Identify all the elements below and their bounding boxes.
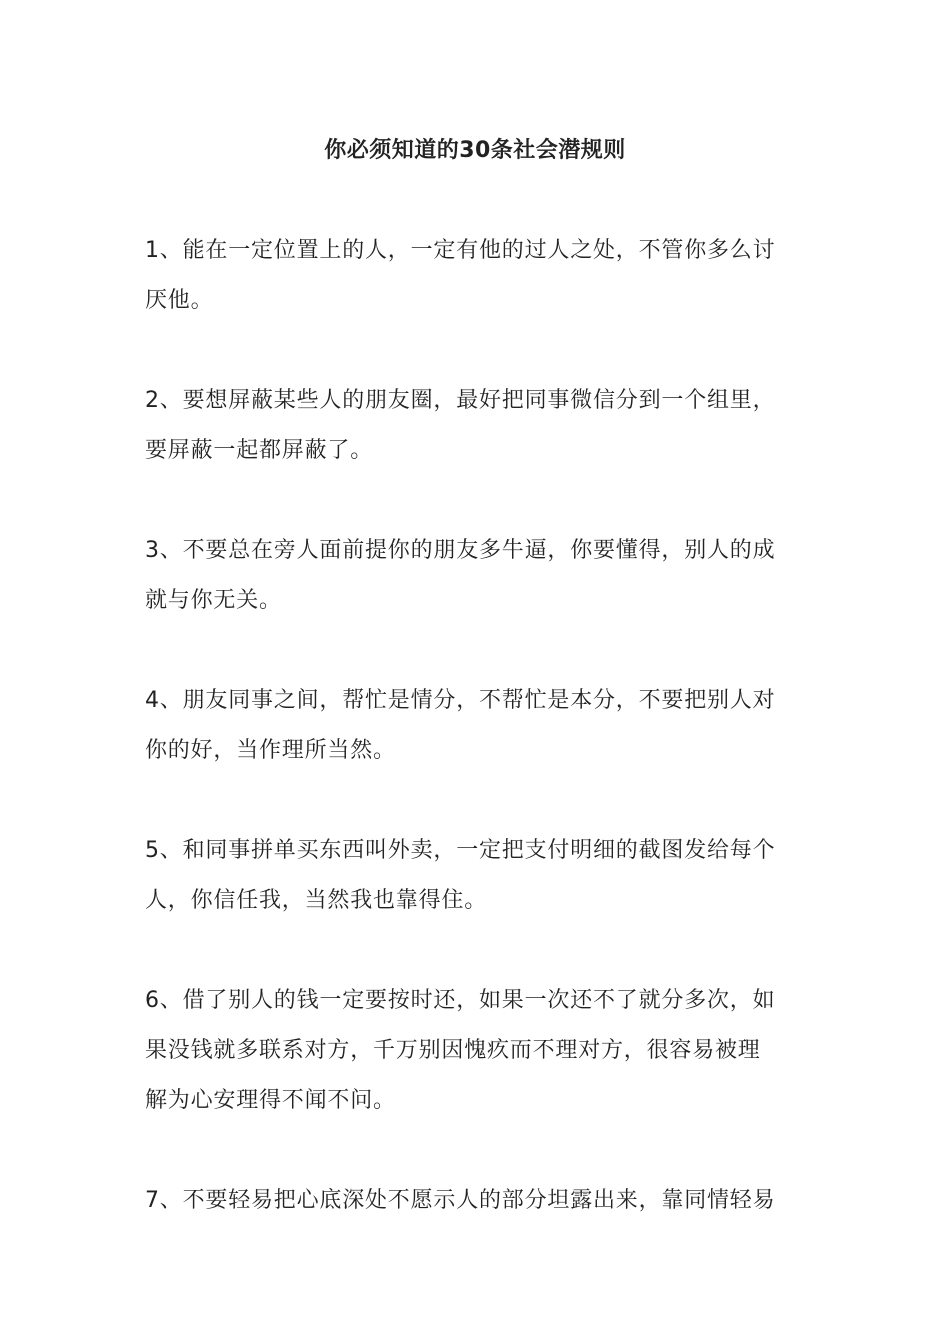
rule-5-line-1: 5、和同事拼单买东西叫外卖，一定把支付明细的截图发给每个 [145,838,776,863]
rule-item-5 [145,826,807,926]
rule-item-7 [145,1176,807,1226]
rule-6-line-3: 解为心安理得不闻不问。 [145,1088,396,1113]
rule-4-line-2: 你的好，当作理所当然。 [145,738,396,763]
rule-6-line-1: 6、借了别人的钱一定要按时还，如果一次还不了就分多次，如 [145,988,776,1013]
rule-item-3 [145,526,807,626]
document-title: 你必须知道的30条社会潜规则 [324,138,626,163]
rule-list [145,226,807,1276]
rule-6-line-2: 果没钱就多联系对方，千万别因愧疚而不理对方，很容易被理 [145,1038,761,1063]
rule-1-line-2: 厌他。 [145,288,214,313]
rule-3-line-1: 3、不要总在旁人面前提你的朋友多牛逼，你要懂得，别人的成 [145,538,776,563]
rule-2-line-2: 要屏蔽一起都屏蔽了。 [145,438,374,463]
rule-7-line-1: 7、不要轻易把心底深处不愿示人的部分坦露出来，靠同情轻易 [145,1188,776,1213]
rule-5-line-2: 人，你信任我，当然我也靠得住。 [145,888,488,913]
rule-1-line-1: 1、能在一定位置上的人，一定有他的过人之处，不管你多么讨 [145,238,776,263]
rule-item-4 [145,676,807,776]
rule-3-line-2: 就与你无关。 [145,588,282,613]
rule-item-1 [145,226,807,326]
rule-item-2 [145,376,807,476]
rule-2-line-1: 2、要想屏蔽某些人的朋友圈，最好把同事微信分到一个组里， [145,388,776,413]
rule-item-6 [145,976,807,1126]
rule-4-line-1: 4、朋友同事之间，帮忙是情分，不帮忙是本分，不要把别人对 [145,688,776,713]
